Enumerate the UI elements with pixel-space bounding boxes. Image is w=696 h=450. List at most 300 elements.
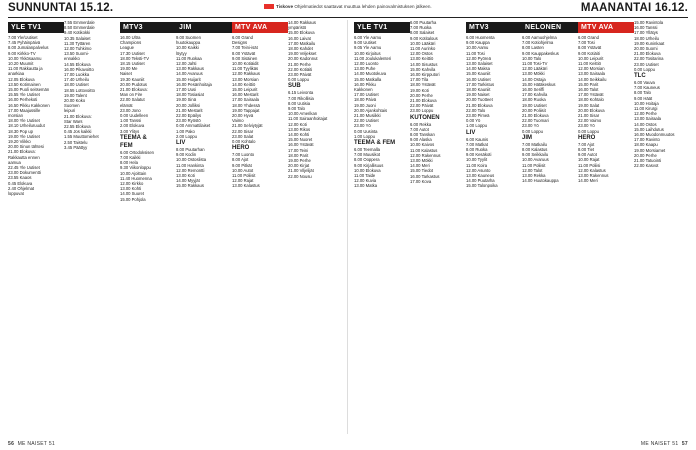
program-line: 11.00 Tosi-TV <box>522 61 548 67</box>
program-line: 11.40 Huomenna <box>120 175 152 181</box>
program-line: 18.00 Kahdet <box>288 46 313 52</box>
program-line: 8.00 Puutarhan <box>176 147 205 153</box>
program-line: 9.00 Kauppa <box>466 40 490 46</box>
channel-header: MTV3 <box>120 22 176 33</box>
program-line: 8.00 Tiet <box>578 147 595 153</box>
program-line: 8.00 Lasten <box>522 45 544 51</box>
program-line: 10.00 Kotiäidit <box>232 61 259 67</box>
schedule-column <box>8 20 64 435</box>
program-line: elämät <box>120 102 133 108</box>
program-line: TEEMA & <box>120 134 147 141</box>
program-line: 17.40 Urheilu <box>64 77 89 83</box>
program-line: 12.00 Ostos <box>410 51 433 57</box>
program-line: 17.00 Tila <box>410 77 429 83</box>
schedule-column <box>634 20 690 435</box>
program-line: 16.00 Laivat <box>288 35 311 41</box>
program-line: 8.00 Talo <box>634 90 651 96</box>
program-line: 10.00 Kirjoitus <box>354 50 381 56</box>
program-line: 6.15 Leivonta <box>288 90 314 96</box>
program-line: 13.00 Koti <box>176 173 195 179</box>
program-line: LIV <box>466 129 476 136</box>
program-line: 22.45 Yle Uutiset <box>8 165 40 171</box>
program-line: 7.00 Ruoka <box>410 25 432 31</box>
program-line: 18.10 Urheiluruudut <box>8 123 45 129</box>
notice-marker-icon <box>264 4 274 9</box>
program-line: 11.00 Keittiö <box>578 61 601 67</box>
program-line: 19.00 Yle Uutiset <box>8 133 40 139</box>
program-line: 11.00 Poliisit <box>232 173 256 179</box>
program-line: 6.00 Rekka <box>410 121 432 127</box>
program-line: 18.00 Ruoka <box>522 97 546 103</box>
program-line: 9.00 Kotiäiti <box>578 50 600 56</box>
program-line: 15.00 Elokuva <box>288 30 315 36</box>
program-line: 20.00 Elokuva <box>578 107 605 113</box>
program-line: 21.00 Viljelijät <box>288 168 314 174</box>
program-line: 10.00 Hoitaja <box>634 100 659 106</box>
program-line: 21.00 Elokuva: <box>64 113 92 119</box>
program-line: 15.00 Ravintola <box>634 20 664 25</box>
notice-text: Ohjelmatiedot saattavat muuttua lehden painovalmistuksen jälkeen. <box>294 4 432 9</box>
notice-label: Tiskove <box>276 4 294 9</box>
program-line: 12.00 Tuhkimo <box>64 46 92 52</box>
program-line: 11.00 Tosi <box>466 50 485 56</box>
program-line: 9.00 Kirkko-TV <box>8 50 36 56</box>
program-line: HERO <box>578 134 596 141</box>
program-line: 16.00 Tarkastus <box>410 173 440 179</box>
program-line: LIV <box>176 140 186 147</box>
program-line: 9.05 Yle Aamu <box>354 45 382 51</box>
program-line: 18.00 Yhdessä <box>232 102 260 108</box>
program-line: 12.00 Morsian <box>578 66 605 72</box>
program-line: 0.00 Kohtalo <box>232 139 256 145</box>
program-line: 12.00 Kuvia <box>354 178 377 184</box>
program-line: 21.00 Tatuointi <box>634 158 662 164</box>
program-line: 19.00 Uutiset <box>522 102 547 108</box>
program-line: 0.00 Loppu <box>634 66 655 72</box>
program-line: 23.00 Pimeä <box>466 113 490 119</box>
program-line: 11.00 Tyylikäs <box>232 66 259 72</box>
program-line: 10.20 Muumit <box>8 61 34 67</box>
program-line: 13.50 Suomi- <box>64 51 89 57</box>
program-line: 7.00 Matkat <box>466 141 488 147</box>
program-line: 19.00 Morsiamet <box>634 147 666 153</box>
program-line: aamua <box>8 159 21 165</box>
program-line: 13.00 Rakkaus <box>176 66 204 72</box>
program-line: 2.00 Elokuva <box>120 123 145 129</box>
schedule-column <box>410 20 466 435</box>
program-line: 11.00 Koira <box>466 162 488 168</box>
program-line: 10.00 Amerikan <box>288 111 318 117</box>
program-line: 14.55 Elokuva <box>64 61 91 67</box>
program-line: 9.00 Häät <box>634 95 653 101</box>
left-footer: 56 ME NAISET 51 <box>8 441 56 447</box>
program-line: 7.00 Matkailu <box>522 141 547 147</box>
program-line: 20.00 Hyvä <box>232 113 254 119</box>
program-line: 21.00 Musiikki <box>354 113 381 119</box>
program-line: 9.00 Seikkailu <box>522 152 549 158</box>
program-line: 21.00 Elokuva <box>522 113 549 119</box>
program-line: 11.00 Taide <box>354 173 376 179</box>
program-line: 7.00 Autot <box>410 126 429 132</box>
program-line: 6.00 Huomenta <box>466 35 495 40</box>
program-line: 10.00 Talo <box>522 55 542 61</box>
program-line: 8.00 Tanskan <box>410 132 435 138</box>
program-line: KUTONEN <box>410 114 440 121</box>
program-line: 19.00 Sinä <box>176 97 197 103</box>
program-line: 13.00 Puhe <box>354 66 376 72</box>
program-line: 21.00 Mestarit <box>176 107 203 113</box>
program-line: 2.00 Loppu <box>176 133 197 139</box>
program-line: 20.00 Pudotus <box>120 81 148 87</box>
program-line: 17.00 Matkailu <box>288 40 316 46</box>
program-line: 15.00 Matkalla <box>354 76 382 82</box>
program-line: 21.00 Sisar <box>578 113 600 119</box>
program-line: 0.00 Loppu <box>522 128 543 134</box>
program-line: 23.00 Ryöstö <box>176 118 201 124</box>
program-line: 7.00 Kaikki <box>120 155 141 161</box>
program-line: 10.00 Ostoslista <box>176 157 207 163</box>
program-line: 20.00 Ajankohtais <box>354 107 388 113</box>
program-line: 9.00 Kodin <box>176 152 197 158</box>
program-line: 0.45 Jos kaikki <box>64 129 92 135</box>
program-line: 19.00 Veljekset <box>288 51 317 57</box>
program-line: loppuvat <box>8 191 24 197</box>
program-line: 7.55 Emmerdale <box>64 20 95 25</box>
program-line: 15.00 Nuoret <box>288 137 313 143</box>
program-line: 20.00 Poliisit <box>522 107 546 113</box>
program-line: Kakkonen <box>354 87 373 93</box>
program-line: 14.00 Ostaja <box>522 76 546 82</box>
schedule-column <box>354 20 410 435</box>
program-line: 10.00 Lääkäri <box>410 40 436 46</box>
program-line: 20.00 Kirjat <box>288 163 310 169</box>
program-line: 23.00 Salat <box>232 133 254 139</box>
program-line: 14.00 Ostos <box>634 121 657 127</box>
print-notice <box>264 4 432 9</box>
program-line: 12.00 Rakkaus <box>232 71 260 77</box>
schedule-column <box>288 20 344 435</box>
program-line: FEM <box>120 142 133 149</box>
program-line: 18.00 Kohtalo <box>578 97 604 103</box>
program-line: 14.00 Puutarha <box>466 178 495 184</box>
program-line: 18.00 Urheilu <box>634 35 659 41</box>
program-line: 17.00 Tarkistus <box>466 81 495 87</box>
program-line: 18.00 Tosiasiat <box>176 92 204 98</box>
program-line: 6.00 Grand <box>578 35 599 40</box>
schedule-column <box>522 20 578 435</box>
program-line: 13.00 Matka <box>354 183 378 189</box>
program-line: 1.00 Pako <box>176 128 195 134</box>
program-line: 12.00 Jahti <box>176 61 197 67</box>
program-line: 13.00 Kohti <box>120 186 142 192</box>
program-line: TEEMA & FEM <box>354 140 396 147</box>
program-line: 17.00 Uusi <box>176 87 197 93</box>
program-line: 10.00 Avaruus <box>522 157 549 163</box>
program-line: Suomen <box>64 103 80 109</box>
program-line: 20.00 Kadonnut <box>288 56 318 62</box>
program-line: 8.00 Salaiset <box>410 30 435 36</box>
program-line: 18.00 Kauniit <box>466 87 491 93</box>
program-line: 20.00 Tuotteet <box>466 97 493 103</box>
program-line: 19.00 Tappajat <box>232 107 260 113</box>
program-line: 0.00 Loppu <box>288 77 309 83</box>
left-page-title: SUNNUNTAI 15.12. <box>8 2 114 14</box>
program-line: 20.00 Jolliksi <box>176 102 200 108</box>
program-line: löytyy <box>176 50 187 56</box>
program-line: 18.00 Päivä <box>354 97 377 103</box>
program-line: JIM <box>522 134 533 141</box>
program-line: 16.00 Ystävät <box>288 142 314 148</box>
program-line: 18.00 Ystävät <box>410 82 436 88</box>
program-line: 17.00 Luokka <box>64 72 90 78</box>
program-line: 14.00 Seikkailu <box>578 76 607 82</box>
program-line: 22.00 Sisar <box>232 128 254 134</box>
program-line: 9.00 Sisäinen <box>232 55 258 61</box>
program-line: 16.00 Pikku <box>354 81 376 87</box>
program-line: leipuri <box>64 108 76 114</box>
program-line: 11.00 Ruokaa <box>176 55 202 61</box>
channel-header: MTV AVA <box>232 22 288 33</box>
program-line: 10.00 Ykkösaamu <box>8 55 42 61</box>
program-line: 12.00 Luonto <box>354 61 379 67</box>
program-line: 9.00 Suomen <box>176 35 201 40</box>
channel-header: YLE TV1 <box>354 22 410 33</box>
program-line: 20.00 Koko <box>64 98 86 104</box>
program-line: 23.00 Yö <box>522 123 539 129</box>
program-line: 16.00 Mestarit <box>232 92 259 98</box>
program-line: 11.00 Joulukalenteri <box>354 55 392 61</box>
program-line: 16.00 Seriffi <box>522 87 545 93</box>
program-line: 6.00 Grand <box>232 35 253 40</box>
program-line: 17.30 Uutiset <box>120 50 145 56</box>
program-line: 7.00 Luonto <box>232 152 255 158</box>
program-line: 16.00 Perhekoti <box>8 97 38 103</box>
program-line: 11.00 Kalastus <box>410 147 438 153</box>
program-line: 14.00 Avaruus <box>176 71 203 77</box>
program-line: 7.00 Rikollisia <box>288 95 314 101</box>
program-line: 2.50 Taistelu <box>64 139 88 145</box>
program-line: 6.00 Vauva <box>634 80 655 86</box>
program-line: 21.00 Selviytyjät <box>232 123 263 129</box>
program-line: 13.00 Rekka <box>522 173 546 179</box>
program-line: 18.00 Kaapu <box>634 142 658 148</box>
program-line: 11.00 Poliisi <box>578 162 601 168</box>
program-line: 15.55 Yle Uutiset <box>8 92 40 98</box>
schedule-column <box>176 20 232 435</box>
program-line: 19.00 Juoni <box>354 102 376 108</box>
program-line: 14.00 Keittiö <box>232 81 256 87</box>
program-line: 12.00 Asunto <box>466 167 491 173</box>
program-line: 20.00 Perhe <box>634 152 657 158</box>
program-line: 7.00 Yle/Uutiset <box>8 35 38 40</box>
program-line: 1.55 Muuttomiehet <box>64 134 99 140</box>
schedule-column <box>232 20 288 435</box>
program-line: 7.00 Tosi <box>578 40 595 46</box>
program-line: 15.00 Kahvila <box>410 66 436 72</box>
program-line: 12.00 Lääkäri <box>522 66 548 72</box>
program-line: 9.00 Kauppakeskus <box>522 50 559 56</box>
program-line: 12.00 Rakennus <box>410 152 441 158</box>
program-line: 6.00 Puutarha <box>410 20 437 25</box>
program-line: 9.00 Kesäkoti <box>466 152 492 158</box>
program-line: 16.00 Pikavoitto <box>64 66 94 72</box>
program-line: 12.00 Perhe <box>634 111 657 117</box>
program-line: 10.35 Salaiset <box>64 35 91 41</box>
program-line: 13.00 Morsian <box>232 76 259 82</box>
program-line: 17.00 Ravinto <box>634 137 660 143</box>
program-line: 13.00 Mökki <box>410 158 433 164</box>
program-line: 21.00 Perhe <box>288 61 311 67</box>
program-line: 13.00 Sairaala <box>634 116 662 122</box>
program-line: 21.00 Elokuva: <box>8 149 36 155</box>
program-line: 22.00 Kotiäiti <box>288 66 313 72</box>
program-line: 11.00 Poliisit <box>522 162 546 168</box>
right-page-title: MAANANTAI 16.12. <box>580 2 688 14</box>
program-line: 10.00 Kaikki <box>176 45 199 51</box>
program-line: 15.00 Laihdutus <box>634 126 664 132</box>
program-line: 18.00 Uutiset <box>64 82 89 88</box>
program-line: Vaimo <box>232 118 244 124</box>
program-line: 8.00 Ystävät <box>232 50 256 56</box>
program-line: 21.00 Elokuva <box>466 102 493 108</box>
program-line: 14.00 Muotokuva <box>354 71 387 77</box>
program-line: 9.00 Kotitalous <box>410 35 438 41</box>
program-line: 18.15 Uutiset <box>120 61 145 67</box>
program-line: 7.00 Ajot <box>578 141 595 147</box>
program-line: 9.00 Pitkät <box>232 162 252 168</box>
program-line: 21.00 Elokuva: <box>120 87 148 93</box>
program-line: huutokauppa <box>176 40 201 46</box>
program-line: Rakkautta ennen <box>8 154 40 160</box>
program-line: 19.20 Viikko <box>8 139 31 145</box>
program-line: 12.00 Talot <box>522 167 543 173</box>
header-rule <box>8 17 688 18</box>
program-line: 14.00 Sisustus <box>410 61 438 67</box>
program-line: HERO <box>232 145 250 152</box>
program-line: 12.00 Kirkko <box>120 181 144 187</box>
program-line: 10.00 Aamu <box>466 45 489 51</box>
program-line: 9.30 Viikonloppu <box>120 165 151 171</box>
program-line: 22.00 Nousu <box>288 173 312 179</box>
program-line: 3.45 Päättyy <box>64 144 88 150</box>
program-line: ympäristö <box>288 25 307 31</box>
program-line: 17.00 Kova <box>410 178 432 184</box>
program-line: 17.00 Teini <box>288 147 309 153</box>
program-line: 19.00 Kuninkaat <box>634 40 665 46</box>
program-line: 19.00 Koti <box>410 87 429 93</box>
program-line: 7.00 Kauneus <box>634 85 660 91</box>
program-line: 0.00 Uusinta <box>354 128 378 134</box>
program-line: 11.00 Sairaanhoitajat <box>288 116 328 122</box>
schedule-column <box>64 20 120 435</box>
program-line: 10.00 Kaivos <box>410 142 435 148</box>
program-line: 17.00 Uutiset <box>354 92 379 98</box>
program-line: 11.00 Rakkautta ja <box>8 66 43 72</box>
program-line: 8.00 Jumalanpalvelus <box>8 45 49 51</box>
program-line: 9.00 Talo <box>288 106 305 112</box>
program-line: SUB <box>288 83 301 90</box>
program-line: 16.50 Pikku Kakkonen <box>8 102 50 108</box>
program-line: 10.00 Ajoittain <box>120 170 147 176</box>
program-line: 8.00 Kalastus <box>522 147 548 153</box>
program-line: 15.00 Kauniit <box>466 71 491 77</box>
program-line: 13.00 Sairaala <box>578 71 606 77</box>
program-line: 21.00 Elokuva <box>634 51 661 57</box>
program-line: 0.00 Yö <box>466 118 481 124</box>
program-line: 23.00 Loppu <box>410 108 434 114</box>
channel-header: JIM <box>176 22 232 33</box>
program-line: 16.00 Kirpputori <box>410 72 440 78</box>
program-line: Designs <box>232 40 248 46</box>
program-line: 21.00 Elokuva <box>410 98 437 104</box>
program-line: 12.05 Elokuva <box>8 76 35 82</box>
program-line: 6.00 Ortodoksisen <box>120 149 154 155</box>
program-line: 7.45 Pyhäinpäivä <box>8 40 41 46</box>
program-line: 14.00 Rakkaus <box>288 20 316 25</box>
program-line: 22.00 Päivät <box>410 103 434 109</box>
program-line: 8.00 Hela <box>120 160 138 166</box>
program-line: 15.00 Rakkaus <box>176 183 204 189</box>
program-line: 10.00 Autot <box>232 167 254 173</box>
program-line: 6.00 Kaunis <box>466 136 489 142</box>
program-line: 12.00 Rajat <box>232 178 254 184</box>
program-line: 23.00 Yö <box>354 123 371 129</box>
program-line: Champions <box>120 40 142 46</box>
program-line: 10.00 Leipurit <box>578 55 604 61</box>
program-line: 17.00 Yllätys <box>634 30 658 36</box>
program-line: 23.00 Dokumentti <box>8 170 41 176</box>
program-line: 18.30 Pop up <box>8 128 33 134</box>
program-line: 8.50 Emmerdale <box>64 25 95 31</box>
program-line: 11.00 Hankinta <box>176 162 204 168</box>
program-line: 12.00 Koti <box>288 121 307 127</box>
program-line: 13.00 Mökki <box>522 71 545 77</box>
program-line: 9.00 Kirjallisuus <box>354 162 384 168</box>
program-line: 7.00 Teini-isät <box>232 45 258 51</box>
program-line: 16.00 Muodonmuutos <box>634 132 675 138</box>
program-line: 15.00 Leipurit <box>232 87 258 93</box>
program-line: 8.00 Ooppera <box>354 157 380 163</box>
channel-header: MTV3 <box>466 22 522 33</box>
program-line: 12.00 Pyöreä <box>466 55 491 61</box>
program-line: morsian <box>8 113 23 119</box>
right-footer: ME NAISET 51 57 <box>640 441 688 447</box>
program-line: 7.00 Muusikot <box>354 152 381 158</box>
program-line: 0.00 Loppu <box>578 128 599 134</box>
program-line: 6.00 Teemalla <box>354 147 380 153</box>
program-line: League <box>120 45 134 51</box>
program-line: 11.30 Tyttären <box>64 40 91 46</box>
channel-header: NELONEN <box>522 22 578 33</box>
program-line: 15.00 Huijarit <box>176 76 201 82</box>
program-line: 20.00 Sinun tähtesi <box>8 144 44 150</box>
channel-header: MTV AVA <box>578 22 634 33</box>
program-line: 9.00 Uutiset <box>354 40 377 46</box>
program-line: 18.00 Parit <box>288 152 309 158</box>
program-line: 2.40 Ohjelmat <box>8 185 35 191</box>
program-line: 20.00 Perhe <box>410 92 433 98</box>
program-line: 22.55 Elokuva <box>64 124 91 130</box>
program-line: 13.50 Kotimainen <box>8 81 41 87</box>
program-line: 15.00 Hätäkeskus <box>522 81 556 87</box>
program-line: 23.00 Uutiset <box>634 61 659 67</box>
program-line: 17.00 Kahvila <box>522 92 548 98</box>
program-line: 1.00 Loppu <box>354 133 375 139</box>
program-line: 22.00 Vaimo <box>578 118 602 124</box>
program-line: 13.00 Rakennus <box>578 173 609 179</box>
program-line: 10.00 Rajat <box>578 157 600 163</box>
program-line: 15.00 Pohjola <box>120 196 146 202</box>
